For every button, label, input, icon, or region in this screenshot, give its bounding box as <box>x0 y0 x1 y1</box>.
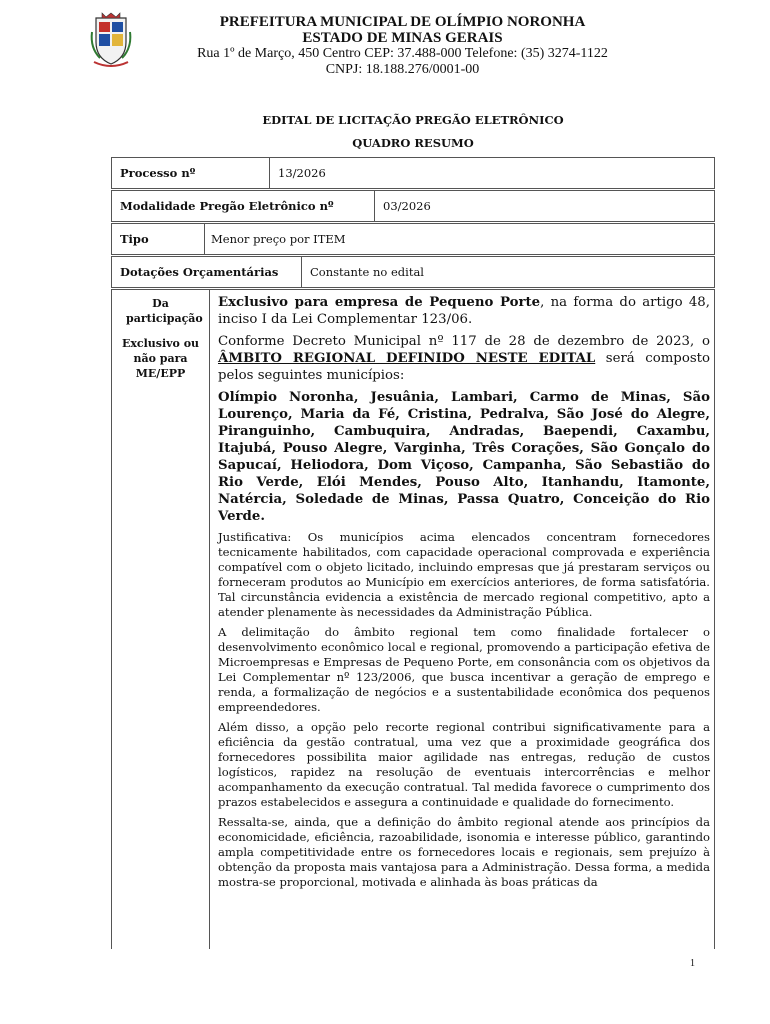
dotacoes-label: Dotações Orçamentárias <box>120 265 279 279</box>
cnpj-line: CNPJ: 18.188.276/0001-00 <box>325 62 480 77</box>
participation-label-a: Da participação <box>126 297 203 325</box>
justification-paragraph: Justificativa: Os municípios acima elencados concentram fornecedores tecnicamente habilitados, com capacidade operacional comprovada e experiência compatível com o objeto licitado, incluindo empresas que já prestaram serviços ou forneceram produtos ao Município em exercícios anteriores, de forma satisfatória. Tal circunstância evidencia a existência de mercado regional competitivo, apto a atender plenamente às necessidades da Administração Pública. <box>218 530 710 619</box>
modalidade-label: Modalidade Pregão Eletrônico nº <box>120 199 334 213</box>
participation-content <box>218 294 710 895</box>
regional-scope-underline: ÂMBITO REGIONAL DEFINIDO NESTE EDITAL <box>218 351 596 366</box>
exclusivity-bold: Exclusivo para empresa de Pequeno Porte <box>218 295 541 310</box>
page-number: 1 <box>690 958 695 969</box>
row-processo <box>111 157 715 189</box>
tipo-label: Tipo <box>120 232 149 246</box>
participation-section <box>111 289 715 949</box>
exclusivity-paragraph <box>218 294 710 328</box>
processo-label: Processo nº <box>120 166 196 180</box>
municipality-name: PREFEITURA MUNICIPAL DE OLÍMPIO NORONHA <box>219 14 586 30</box>
letterhead <box>150 14 655 78</box>
tipo-value: Menor preço por ITEM <box>211 232 346 246</box>
exclusivity-rest: , na forma do artigo 48, inciso I da Lei Complementar 123/06. <box>218 295 710 327</box>
participation-label-b: Exclusivo ou não para ME/EPP <box>121 337 200 380</box>
principles-paragraph: Ressalta-se, ainda, que a definição do âmbito regional atende aos princípios da economicidade, eficiência, razoabilidade, isonomia e interesse público, garantindo ampla competitividade entre os fornecedores locais e regionais, sem prejuízo à obtenção da proposta mais vantajosa para a Administração. Dessa forma, a medida mostra-se proporcional, motivada e alinhada às boas práticas da <box>218 815 710 889</box>
municipalities-list: Olímpio Noronha, Jesuânia, Lambari, Carmo de Minas, São Lourenço, Maria da Fé, Cristina, Pedralva, São José do Alegre, Piranguinho, Cambuquira, Andradas, Baependi, Caxambu, Itajubá, Pouso Alegre, Varginha, Três Corações, São Gonçalo do Sapucaí, Heliodora, Dom Viçoso, Campanha, São Sebastião do Rio Verde, Elói Mendes, Pouso Alto, Itanhandu, Itamonte, Natércia, Soledade de Minas, Passa Quatro, Conceição do Rio Verde. <box>218 390 710 524</box>
row-modalidade <box>111 190 715 222</box>
row-tipo <box>111 223 715 255</box>
decree-paragraph <box>218 333 710 384</box>
state-name: ESTADO DE MINAS GERAIS <box>302 30 503 46</box>
row-dotacoes <box>111 256 715 288</box>
modalidade-value: 03/2026 <box>383 199 431 213</box>
processo-value: 13/2026 <box>278 166 326 180</box>
document-subtitle: QUADRO RESUMO <box>352 136 474 150</box>
municipal-coat-of-arms-icon <box>88 12 134 70</box>
delimitation-paragraph: A delimitação do âmbito regional tem como finalidade fortalecer o desenvolvimento econômico local e regional, promovendo a participação efetiva de Microempresas e Empresas de Pequeno Porte, em consonância com os objetivos da Lei Complementar nº 123/2006, que busca incentivar a geração de emprego e renda, a formalização de negócios e a sustentabilidade econômica dos pequenos empreendedores. <box>218 625 710 714</box>
decree-start: Conforme Decreto Municipal nº 117 de 28 de dezembro de 2023, o <box>218 334 710 349</box>
decree-end: será composto pelos seguintes municípios: <box>218 351 710 383</box>
participation-labels <box>112 290 210 949</box>
dotacoes-value: Constante no edital <box>310 265 424 279</box>
document-title: EDITAL DE LICITAÇÃO PREGÃO ELETRÔNICO <box>262 113 564 127</box>
efficiency-paragraph: Além disso, a opção pelo recorte regional contribui significativamente para a eficiência da gestão contratual, uma vez que a proximidade geográfica dos fornecedores possibilita maior agilidade nas entregas, redução de custos logísticos, rapidez na resolução de eventuais intercorrências e melhor acompanhamento da execução contratual. Tal medida favorece o cumprimento dos prazos estabelecidos e assegura a continuidade e qualidade do fornecimento. <box>218 720 710 809</box>
address-line: Rua 1º de Março, 450 Centro CEP: 37.488-000 Telefone: (35) 3274-1122 <box>197 46 608 61</box>
